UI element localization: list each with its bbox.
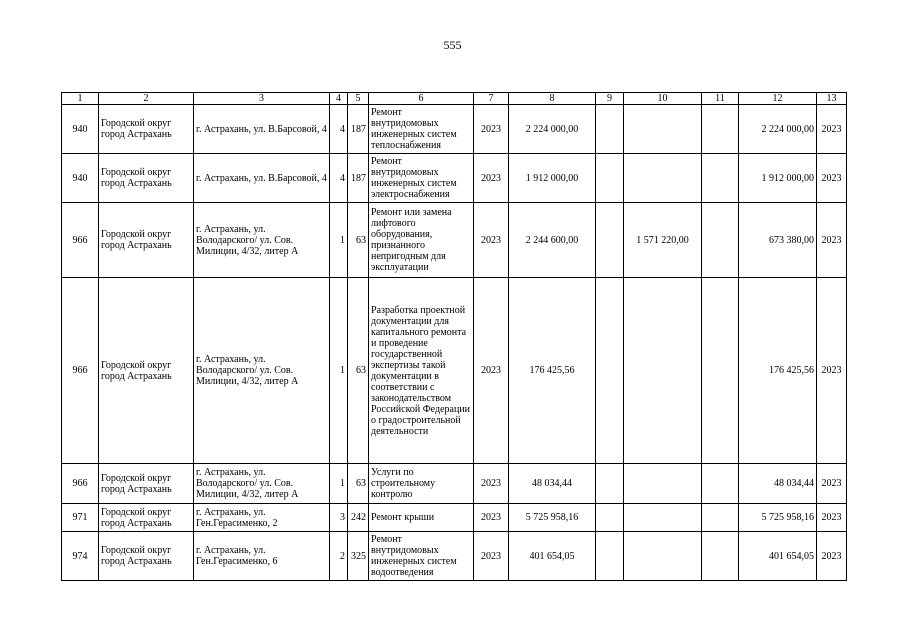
col4-value: 1 bbox=[330, 464, 348, 504]
municipality: Городской округ город Астрахань bbox=[99, 464, 194, 504]
year: 2023 bbox=[474, 464, 509, 504]
col5-value: 63 bbox=[348, 278, 369, 464]
col11-value bbox=[702, 504, 739, 532]
col12-value: 673 380,00 bbox=[739, 203, 817, 278]
col11-value bbox=[702, 203, 739, 278]
work-type: Разработка проектной документации для капитального ремонта и проведение государственной экспертизы такой документации в соответствии с законодательством Российской Федерации о градостроительной деятельности bbox=[369, 278, 474, 464]
end-year: 2023 bbox=[817, 504, 847, 532]
col11-value bbox=[702, 532, 739, 581]
total-cost: 401 654,05 bbox=[509, 532, 596, 581]
column-header: 11 bbox=[702, 93, 739, 105]
col10-value bbox=[624, 504, 702, 532]
col9-value bbox=[596, 504, 624, 532]
total-cost: 176 425,56 bbox=[509, 278, 596, 464]
col12-value: 176 425,56 bbox=[739, 278, 817, 464]
house-id: 971 bbox=[62, 504, 99, 532]
col9-value bbox=[596, 203, 624, 278]
col9-value bbox=[596, 278, 624, 464]
table-row bbox=[62, 203, 847, 278]
table-body bbox=[62, 93, 847, 581]
total-cost: 2 244 600,00 bbox=[509, 203, 596, 278]
header-row bbox=[62, 93, 847, 105]
year: 2023 bbox=[474, 532, 509, 581]
col4-value: 4 bbox=[330, 154, 348, 203]
col12-value: 401 654,05 bbox=[739, 532, 817, 581]
col11-value bbox=[702, 278, 739, 464]
house-id: 966 bbox=[62, 278, 99, 464]
col5-value: 325 bbox=[348, 532, 369, 581]
municipality: Городской округ город Астрахань bbox=[99, 203, 194, 278]
col4-value: 1 bbox=[330, 278, 348, 464]
registry-table bbox=[61, 92, 847, 581]
year: 2023 bbox=[474, 105, 509, 154]
column-header: 1 bbox=[62, 93, 99, 105]
end-year: 2023 bbox=[817, 203, 847, 278]
col5-value: 242 bbox=[348, 504, 369, 532]
address: г. Астрахань, ул. Ген.Герасименко, 2 bbox=[194, 504, 330, 532]
year: 2023 bbox=[474, 278, 509, 464]
end-year: 2023 bbox=[817, 464, 847, 504]
column-header: 4 bbox=[330, 93, 348, 105]
col11-value bbox=[702, 105, 739, 154]
work-type: Ремонт внутридомовых инженерных систем теплоснабжения bbox=[369, 105, 474, 154]
house-id: 940 bbox=[62, 105, 99, 154]
end-year: 2023 bbox=[817, 154, 847, 203]
column-header: 3 bbox=[194, 93, 330, 105]
col5-value: 63 bbox=[348, 203, 369, 278]
column-header: 2 bbox=[99, 93, 194, 105]
col11-value bbox=[702, 464, 739, 504]
col9-value bbox=[596, 532, 624, 581]
address: г. Астрахань, ул. Володарского/ ул. Сов. Милиции, 4/32, литер А bbox=[194, 203, 330, 278]
end-year: 2023 bbox=[817, 105, 847, 154]
work-type: Ремонт крыши bbox=[369, 504, 474, 532]
column-header: 5 bbox=[348, 93, 369, 105]
total-cost: 2 224 000,00 bbox=[509, 105, 596, 154]
table-row bbox=[62, 464, 847, 504]
table-row bbox=[62, 504, 847, 532]
municipality: Городской округ город Астрахань bbox=[99, 105, 194, 154]
column-header: 9 bbox=[596, 93, 624, 105]
municipality: Городской округ город Астрахань bbox=[99, 532, 194, 581]
work-type: Ремонт или замена лифтового оборудования, признанного непригодным для эксплуатации bbox=[369, 203, 474, 278]
municipality: Городской округ город Астрахань bbox=[99, 154, 194, 203]
total-cost: 48 034,44 bbox=[509, 464, 596, 504]
column-header: 13 bbox=[817, 93, 847, 105]
end-year: 2023 bbox=[817, 278, 847, 464]
col5-value: 187 bbox=[348, 105, 369, 154]
work-type: Ремонт внутридомовых инженерных систем водоотведения bbox=[369, 532, 474, 581]
col12-value: 2 224 000,00 bbox=[739, 105, 817, 154]
column-header: 10 bbox=[624, 93, 702, 105]
address: г. Астрахань, ул. Ген.Герасименко, 6 bbox=[194, 532, 330, 581]
column-header: 6 bbox=[369, 93, 474, 105]
col10-value bbox=[624, 532, 702, 581]
page-number: 555 bbox=[443, 38, 462, 52]
col10-value bbox=[624, 278, 702, 464]
col11-value bbox=[702, 154, 739, 203]
table-row bbox=[62, 154, 847, 203]
col12-value: 1 912 000,00 bbox=[739, 154, 817, 203]
column-header: 12 bbox=[739, 93, 817, 105]
col9-value bbox=[596, 105, 624, 154]
col10-value: 1 571 220,00 bbox=[624, 203, 702, 278]
address: г. Астрахань, ул. В.Барсовой, 4 bbox=[194, 154, 330, 203]
column-header: 8 bbox=[509, 93, 596, 105]
house-id: 940 bbox=[62, 154, 99, 203]
address: г. Астрахань, ул. Володарского/ ул. Сов. Милиции, 4/32, литер А bbox=[194, 278, 330, 464]
col10-value bbox=[624, 154, 702, 203]
address: г. Астрахань, ул. В.Барсовой, 4 bbox=[194, 105, 330, 154]
address: г. Астрахань, ул. Володарского/ ул. Сов. Милиции, 4/32, литер А bbox=[194, 464, 330, 504]
year: 2023 bbox=[474, 504, 509, 532]
col5-value: 63 bbox=[348, 464, 369, 504]
municipality: Городской округ город Астрахань bbox=[99, 504, 194, 532]
work-type: Услуги по строительному контролю bbox=[369, 464, 474, 504]
house-id: 966 bbox=[62, 203, 99, 278]
end-year: 2023 bbox=[817, 532, 847, 581]
col10-value bbox=[624, 464, 702, 504]
col4-value: 4 bbox=[330, 105, 348, 154]
total-cost: 5 725 958,16 bbox=[509, 504, 596, 532]
municipality: Городской округ город Астрахань bbox=[99, 278, 194, 464]
table-row bbox=[62, 532, 847, 581]
col5-value: 187 bbox=[348, 154, 369, 203]
column-header: 7 bbox=[474, 93, 509, 105]
work-type: Ремонт внутридомовых инженерных систем электроснабжения bbox=[369, 154, 474, 203]
col4-value: 3 bbox=[330, 504, 348, 532]
col9-value bbox=[596, 464, 624, 504]
col4-value: 1 bbox=[330, 203, 348, 278]
table-row bbox=[62, 105, 847, 154]
table-row bbox=[62, 278, 847, 464]
col10-value bbox=[624, 105, 702, 154]
year: 2023 bbox=[474, 203, 509, 278]
col9-value bbox=[596, 154, 624, 203]
total-cost: 1 912 000,00 bbox=[509, 154, 596, 203]
col12-value: 5 725 958,16 bbox=[739, 504, 817, 532]
house-id: 974 bbox=[62, 532, 99, 581]
year: 2023 bbox=[474, 154, 509, 203]
house-id: 966 bbox=[62, 464, 99, 504]
col4-value: 2 bbox=[330, 532, 348, 581]
col12-value: 48 034,44 bbox=[739, 464, 817, 504]
